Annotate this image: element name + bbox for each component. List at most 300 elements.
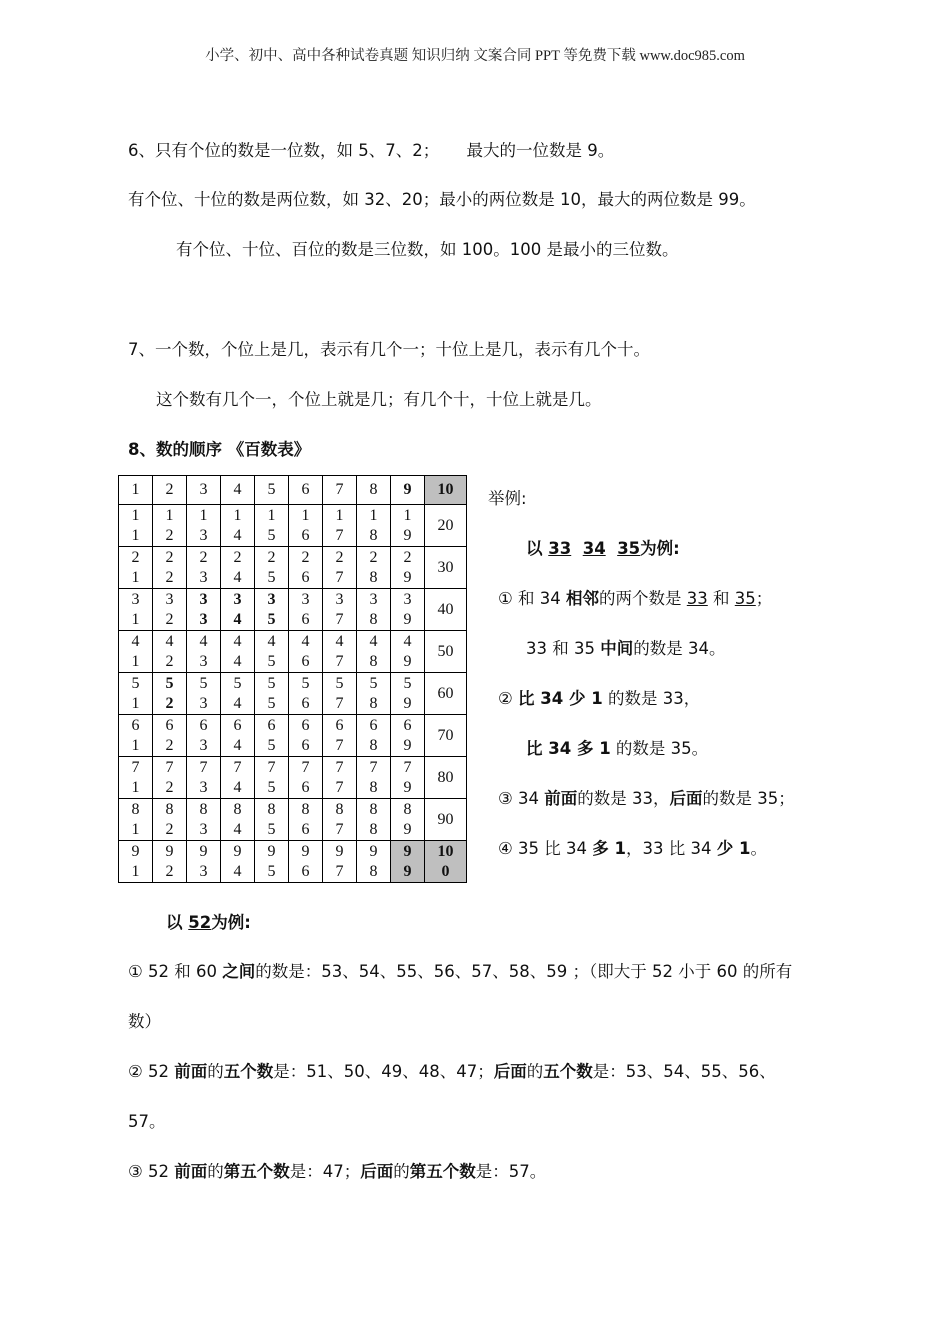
ex52-p3: [128, 1161, 546, 1183]
table-cell: [153, 631, 187, 673]
cell-tens-digit: 1: [233, 506, 242, 524]
table-row: [119, 631, 467, 673]
e1b-c: 的数是 34。: [633, 639, 726, 658]
cell-tens-digit: 4: [165, 632, 174, 650]
cell-tens-digit: 5: [403, 674, 412, 692]
table-cell: [255, 589, 289, 631]
cell-tens-digit: 4: [369, 632, 378, 650]
table-cell: [119, 841, 153, 883]
cell-tens-digit: 7: [403, 758, 412, 776]
cell-ones-digit: 8: [369, 694, 378, 712]
p2-b: 前面: [174, 1062, 208, 1081]
example-heading: [526, 538, 680, 560]
table-cell: [323, 757, 357, 799]
cell-ones-digit: 9: [403, 652, 412, 670]
cell-ones-digit: 6: [301, 862, 310, 880]
example-label: 举例:: [488, 489, 527, 508]
cell-ones-digit: 2: [165, 862, 174, 880]
cell-ones-digit: 5: [267, 568, 276, 586]
table-cell: [153, 505, 187, 547]
table-cell: 6: [289, 476, 323, 505]
table-cell: [153, 757, 187, 799]
table-cell: [357, 841, 391, 883]
s6-line2: 有个位、十位的数是两位数，如 32、20；最小的两位数是 10，最大的两位数是 99。: [128, 190, 756, 209]
table-cell: [119, 631, 153, 673]
table-cell-tens: 80: [425, 757, 467, 799]
table-row: [119, 476, 467, 505]
table-cell: 10: [425, 476, 467, 505]
p2-c: 的: [207, 1062, 224, 1081]
e1b-a: 33 和 35: [526, 639, 601, 658]
ex52-p1: [128, 961, 792, 983]
table-cell: [357, 631, 391, 673]
table-cell: [391, 757, 425, 799]
table-cell: [391, 841, 425, 883]
cell-ones-digit: 8: [369, 610, 378, 628]
cell-ones-digit: 9: [403, 526, 412, 544]
example-1b: [526, 638, 725, 660]
table-cell: [391, 505, 425, 547]
cell-ones-digit: 9: [403, 610, 412, 628]
cell-ones-digit: 3: [199, 610, 208, 628]
cell-ones-digit: 2: [165, 568, 174, 586]
cell-tens-digit: 6: [369, 716, 378, 734]
cell-tens-digit: 3: [301, 590, 310, 608]
cell-tens-digit: 9: [369, 842, 378, 860]
table-cell: [187, 505, 221, 547]
e3-e: 的数是 35；: [702, 789, 795, 808]
table-cell: [187, 673, 221, 715]
cell-ones-digit: 2: [165, 736, 174, 754]
table-row: [119, 757, 467, 799]
table-cell: 9: [391, 476, 425, 505]
cell-ones-digit: 7: [335, 652, 344, 670]
cell-tens-digit: 5: [131, 674, 140, 692]
cell-ones-digit: 7: [335, 862, 344, 880]
cell-tens-digit: 6: [233, 716, 242, 734]
cell-ones-digit: 9: [403, 862, 412, 880]
table-row: [119, 505, 467, 547]
table-cell: [221, 631, 255, 673]
table-row: [119, 715, 467, 757]
p2-e: 是：51、50、49、48、47；: [273, 1062, 494, 1081]
cell-ones-digit: 4: [233, 694, 242, 712]
table-cell: [289, 841, 323, 883]
cell-tens-digit: 9: [267, 842, 276, 860]
cell-ones-digit: 3: [199, 694, 208, 712]
e1-c: 的两个数是: [599, 589, 687, 608]
cell-tens-digit: 8: [369, 800, 378, 818]
cell-tens-digit: 6: [335, 716, 344, 734]
table-cell-tens: 60: [425, 673, 467, 715]
cell-ones-digit: 3: [199, 568, 208, 586]
cell-ones-digit: 5: [267, 736, 276, 754]
cell-tens-digit: 8: [233, 800, 242, 818]
table-cell-tens: 40: [425, 589, 467, 631]
cell-ones-digit: 5: [267, 820, 276, 838]
cell-ones-digit: 5: [267, 652, 276, 670]
example-4: [498, 838, 767, 860]
cell-tens-digit: 4: [131, 632, 140, 650]
cell-tens-digit: 2: [199, 548, 208, 566]
table-cell: [357, 673, 391, 715]
cell-tens-digit: 1: [301, 506, 310, 524]
table-cell: [391, 799, 425, 841]
cell-tens-digit: 9: [301, 842, 310, 860]
e4-d: 少 1: [716, 839, 751, 858]
cell-ones-digit: 1: [131, 862, 140, 880]
cell-ones-digit: 9: [403, 820, 412, 838]
cell-tens-digit: 2: [131, 548, 140, 566]
s6-line1-a: 6、只有个位的数是一位数，如 5、7、2；: [128, 141, 440, 160]
cell-ones-digit: 2: [165, 526, 174, 544]
cell-ones-digit: 7: [335, 694, 344, 712]
cell-ones-digit: 2: [165, 652, 174, 670]
cell-tens-digit: 1: [369, 506, 378, 524]
e4-e: 。: [750, 839, 767, 858]
table-cell: [391, 673, 425, 715]
table-cell: [221, 505, 255, 547]
table-cell-tens: 30: [425, 547, 467, 589]
cell-ones-digit: 3: [199, 862, 208, 880]
table-cell: [255, 673, 289, 715]
e4-c: ，33 比 34: [626, 839, 717, 858]
cell-part: 0: [441, 862, 450, 880]
cell-ones-digit: 4: [233, 820, 242, 838]
cell-ones-digit: 1: [131, 568, 140, 586]
table-cell: [221, 841, 255, 883]
table-cell: [391, 547, 425, 589]
e1-e: 和: [707, 589, 735, 608]
table-cell-tens: 20: [425, 505, 467, 547]
cell-tens-digit: 7: [131, 758, 140, 776]
cell-tens-digit: 7: [301, 758, 310, 776]
cell-ones-digit: 3: [199, 652, 208, 670]
cell-tens-digit: 1: [403, 506, 412, 524]
cell-tens-digit: 1: [267, 506, 276, 524]
cell-tens-digit: 9: [199, 842, 208, 860]
table-cell: [221, 589, 255, 631]
table-cell-tens: [425, 841, 467, 883]
table-cell: [187, 841, 221, 883]
table-cell: [357, 505, 391, 547]
cell-tens-digit: 3: [335, 590, 344, 608]
table-cell: [391, 589, 425, 631]
example-2: [498, 688, 700, 710]
p2-f: 后面: [493, 1062, 527, 1081]
cell-tens-digit: 3: [233, 590, 242, 608]
example-num-34: 34: [582, 539, 606, 558]
table-cell: 7: [323, 476, 357, 505]
cell-ones-digit: 1: [131, 778, 140, 796]
e1-d: 33: [686, 589, 708, 608]
table-cell: [289, 673, 323, 715]
table-cell: [357, 757, 391, 799]
table-cell: 4: [221, 476, 255, 505]
p2-i: 是：53、54、55、56、: [592, 1062, 776, 1081]
cell-ones-digit: 8: [369, 736, 378, 754]
table-cell: [119, 673, 153, 715]
table-cell: 3: [187, 476, 221, 505]
cell-tens-digit: 4: [233, 632, 242, 650]
table-cell: [255, 799, 289, 841]
hundred-table: [118, 475, 467, 883]
cell-ones-digit: 6: [301, 526, 310, 544]
p1-b: 之间: [222, 962, 256, 981]
ex52-p2: [128, 1061, 776, 1083]
e1-f: 35: [734, 589, 756, 608]
cell-ones-digit: 8: [369, 862, 378, 880]
ex52-heading: [166, 912, 251, 934]
s8-title: 8、数的顺序 《百数表》: [128, 440, 311, 459]
table-cell: [255, 505, 289, 547]
cell-ones-digit: 6: [301, 820, 310, 838]
cell-ones-digit: 7: [335, 736, 344, 754]
table-cell: [323, 505, 357, 547]
cell-tens-digit: 8: [199, 800, 208, 818]
table-cell: [323, 589, 357, 631]
table-cell: 8: [357, 476, 391, 505]
table-row: [119, 547, 467, 589]
table-cell: [153, 841, 187, 883]
cell-ones-digit: 9: [403, 694, 412, 712]
cell-ones-digit: 9: [403, 736, 412, 754]
cell-tens-digit: 3: [199, 590, 208, 608]
cell-tens-digit: 3: [267, 590, 276, 608]
cell-tens-digit: 4: [267, 632, 276, 650]
cell-ones-digit: 5: [267, 610, 276, 628]
table-cell: [119, 757, 153, 799]
table-cell: [391, 715, 425, 757]
cell-tens-digit: 4: [403, 632, 412, 650]
table-cell: [187, 547, 221, 589]
cell-tens-digit: 7: [267, 758, 276, 776]
table-cell: [289, 505, 323, 547]
p3-b: 前面: [174, 1162, 208, 1181]
s6-line1-b: 最大的一位数是 9。: [466, 141, 615, 160]
cell-tens-digit: 8: [403, 800, 412, 818]
p1-c: 的数是：53、54、55、56、57、58、59 ；（即大于 52 小于 60 的所有: [255, 962, 793, 981]
table-cell: [255, 547, 289, 589]
p3-g: 的: [393, 1162, 410, 1181]
table-cell: [187, 715, 221, 757]
table-cell: [153, 673, 187, 715]
table-cell-tens: 50: [425, 631, 467, 673]
cell-ones-digit: 7: [335, 610, 344, 628]
cell-tens-digit: 8: [165, 800, 174, 818]
table-cell: [221, 799, 255, 841]
cell-ones-digit: 1: [131, 610, 140, 628]
ex52-p1b: 数）: [128, 1012, 161, 1031]
cell-ones-digit: 4: [233, 862, 242, 880]
p2-a: ② 52: [128, 1062, 175, 1081]
cell-ones-digit: 4: [233, 610, 242, 628]
cell-ones-digit: 6: [301, 568, 310, 586]
table-cell: [119, 715, 153, 757]
cell-tens-digit: 8: [335, 800, 344, 818]
table-cell: [187, 589, 221, 631]
table-cell: [187, 757, 221, 799]
table-cell: [357, 715, 391, 757]
ex52-head-num: 52: [188, 913, 212, 932]
cell-ones-digit: 4: [233, 568, 242, 586]
table-cell: [119, 547, 153, 589]
example-num-35: 35: [617, 539, 641, 558]
cell-tens-digit: 3: [165, 590, 174, 608]
table-row: [119, 841, 467, 883]
table-cell: [255, 715, 289, 757]
example-heading-pre: 以: [526, 539, 549, 558]
cell-ones-digit: 1: [131, 526, 140, 544]
cell-ones-digit: 7: [335, 778, 344, 796]
table-cell: [357, 547, 391, 589]
table-cell: [221, 715, 255, 757]
cell-ones-digit: 7: [335, 526, 344, 544]
table-cell: [289, 715, 323, 757]
cell-tens-digit: 2: [165, 548, 174, 566]
example-heading-post: 为例:: [640, 539, 680, 558]
table-cell: 5: [255, 476, 289, 505]
cell-ones-digit: 4: [233, 652, 242, 670]
s7-line2: 这个数有几个一，个位上就是几；有几个十，十位上就是几。: [156, 390, 602, 409]
cell-ones-digit: 6: [301, 652, 310, 670]
cell-tens-digit: 9: [403, 842, 412, 860]
ex52-head-pre: 以: [166, 913, 189, 932]
cell-ones-digit: 5: [267, 862, 276, 880]
example-1: [498, 588, 772, 610]
cell-part: 10: [437, 842, 454, 860]
p3-c: 的: [207, 1162, 224, 1181]
cell-ones-digit: 4: [233, 778, 242, 796]
cell-ones-digit: 7: [335, 568, 344, 586]
e2-b: 比 34 少 1: [518, 689, 603, 708]
table-row: [119, 799, 467, 841]
cell-tens-digit: 8: [131, 800, 140, 818]
e3-b: 前面: [544, 789, 578, 808]
cell-ones-digit: 8: [369, 568, 378, 586]
cell-tens-digit: 4: [301, 632, 310, 650]
cell-ones-digit: 3: [199, 778, 208, 796]
e3-a: ③ 34: [498, 789, 545, 808]
cell-tens-digit: 7: [369, 758, 378, 776]
cell-ones-digit: 5: [267, 526, 276, 544]
cell-ones-digit: 1: [131, 694, 140, 712]
cell-tens-digit: 2: [233, 548, 242, 566]
cell-tens-digit: 3: [131, 590, 140, 608]
table-cell: [119, 505, 153, 547]
e4-a: ④ 35 比 34: [498, 839, 593, 858]
p3-i: 是：57。: [475, 1162, 547, 1181]
cell-tens-digit: 1: [165, 506, 174, 524]
cell-ones-digit: 2: [165, 820, 174, 838]
cell-tens-digit: 3: [369, 590, 378, 608]
table-cell: 1: [119, 476, 153, 505]
p2-d: 五个数: [223, 1062, 274, 1081]
cell-tens-digit: 5: [165, 674, 174, 692]
table-cell: [357, 799, 391, 841]
p3-a: ③ 52: [128, 1162, 175, 1181]
example-2b: [526, 738, 708, 760]
table-cell: [323, 673, 357, 715]
p1-a: ① 52 和 60: [128, 962, 223, 981]
page-header: 小学、初中、高中各种试卷真题 知识归纳 文案合同 PPT 等免费下载 www.doc985.com: [205, 48, 745, 64]
table-cell: [289, 547, 323, 589]
table-cell-tens: 90: [425, 799, 467, 841]
table-row: [119, 589, 467, 631]
cell-tens-digit: 9: [131, 842, 140, 860]
cell-ones-digit: 3: [199, 736, 208, 754]
cell-ones-digit: 6: [301, 694, 310, 712]
table-cell: [391, 631, 425, 673]
cell-tens-digit: 7: [165, 758, 174, 776]
cell-ones-digit: 8: [369, 778, 378, 796]
cell-ones-digit: 9: [403, 568, 412, 586]
table-cell: [289, 631, 323, 673]
cell-tens-digit: 5: [301, 674, 310, 692]
e2b-a: 比 34 多 1: [526, 739, 611, 758]
cell-ones-digit: 5: [267, 778, 276, 796]
p3-d: 第五个数: [223, 1162, 290, 1181]
p2-h: 五个数: [543, 1062, 593, 1081]
table-cell: [153, 799, 187, 841]
cell-ones-digit: 5: [267, 694, 276, 712]
cell-ones-digit: 1: [131, 820, 140, 838]
p3-h: 第五个数: [409, 1162, 476, 1181]
cell-ones-digit: 4: [233, 526, 242, 544]
cell-tens-digit: 2: [301, 548, 310, 566]
cell-tens-digit: 8: [301, 800, 310, 818]
table-cell: [255, 841, 289, 883]
table-cell: [323, 799, 357, 841]
table-cell: [289, 589, 323, 631]
table-cell: [153, 547, 187, 589]
s6-line3: 有个位、十位、百位的数是三位数，如 100。100 是最小的三位数。: [176, 240, 679, 259]
cell-tens-digit: 9: [165, 842, 174, 860]
s7-line1: 7、一个数，个位上是几，表示有几个一；十位上是几，表示有几个十。: [128, 340, 650, 359]
cell-tens-digit: 7: [233, 758, 242, 776]
cell-tens-digit: 6: [199, 716, 208, 734]
example-3: [498, 788, 795, 810]
cell-ones-digit: 8: [369, 526, 378, 544]
cell-ones-digit: 6: [301, 610, 310, 628]
cell-tens-digit: 2: [403, 548, 412, 566]
cell-ones-digit: 4: [233, 736, 242, 754]
cell-ones-digit: 6: [301, 778, 310, 796]
cell-tens-digit: 4: [335, 632, 344, 650]
p3-e: 是：47；: [289, 1162, 361, 1181]
cell-tens-digit: 4: [199, 632, 208, 650]
cell-tens-digit: 6: [403, 716, 412, 734]
cell-ones-digit: 7: [335, 820, 344, 838]
e2-c: 的数是 33，: [602, 689, 701, 708]
table-cell: [357, 589, 391, 631]
table-cell: [289, 757, 323, 799]
e1-b: 相邻: [566, 589, 600, 608]
table-cell: [323, 841, 357, 883]
table-cell: [323, 631, 357, 673]
table-cell: [221, 673, 255, 715]
cell-ones-digit: 3: [199, 526, 208, 544]
table-cell: [289, 799, 323, 841]
cell-ones-digit: 8: [369, 652, 378, 670]
table-cell: [255, 631, 289, 673]
cell-tens-digit: 6: [267, 716, 276, 734]
cell-tens-digit: 6: [301, 716, 310, 734]
cell-tens-digit: 2: [369, 548, 378, 566]
table-cell: [221, 547, 255, 589]
p2-g: 的: [526, 1062, 544, 1081]
ex52-p2b: 57。: [128, 1112, 166, 1131]
